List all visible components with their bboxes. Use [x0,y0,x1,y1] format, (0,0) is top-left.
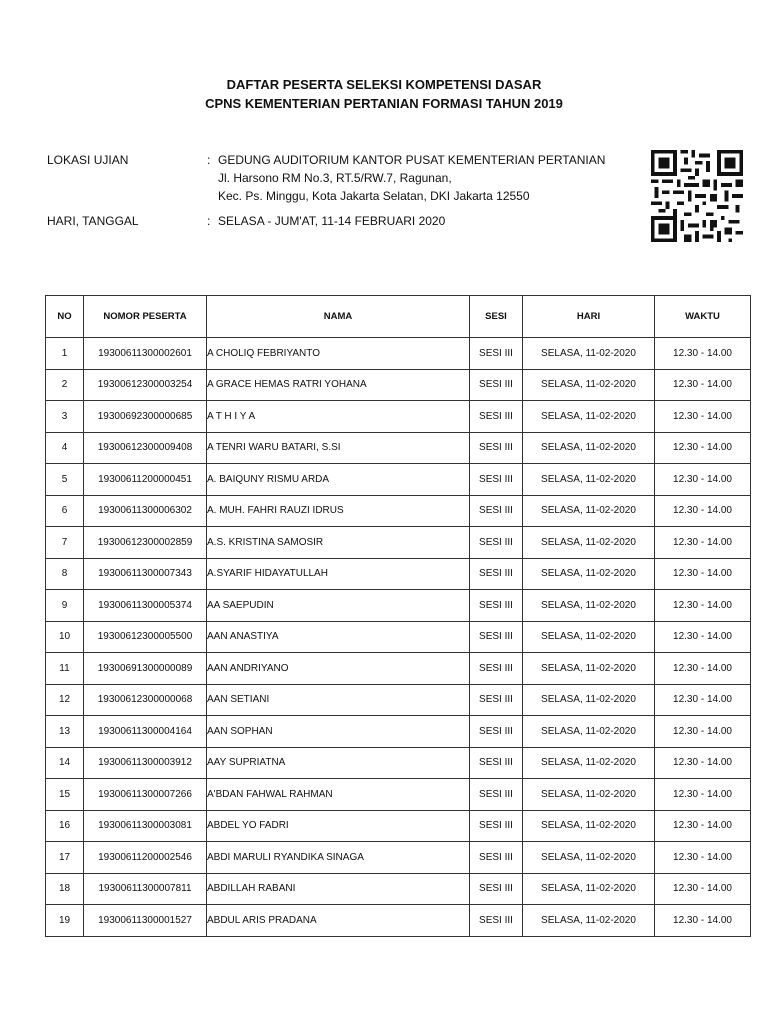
cell-no: 8 [46,558,84,590]
participant-table [45,295,751,937]
table-row [46,401,751,433]
cell-hari: SELASA, 11-02-2020 [523,369,655,401]
cell-nomor-peserta: 19300612300005500 [84,621,207,653]
hari-value: SELASA - JUM'AT, 11-14 FEBRUARI 2020 [218,214,446,228]
table-row [46,464,751,496]
table-row [46,495,751,527]
cell-hari: SELASA, 11-02-2020 [523,684,655,716]
table-row [46,684,751,716]
col-header-nama: NAMA [207,296,470,338]
cell-nama: ABDI MARULI RYANDIKA SINAGA [207,842,470,874]
table-row [46,716,751,748]
cell-nama: A T H I Y A [207,401,470,433]
col-header-hari: HARI [523,296,655,338]
cell-waktu: 12.30 - 14.00 [655,684,751,716]
cell-sesi: SESI III [470,747,523,779]
cell-no: 18 [46,873,84,905]
table-row [46,810,751,842]
cell-nama: A.S. KRISTINA SAMOSIR [207,527,470,559]
cell-no: 2 [46,369,84,401]
title-line-1: DAFTAR PESERTA SELEKSI KOMPETENSI DASAR [226,77,542,92]
cell-hari: SELASA, 11-02-2020 [523,621,655,653]
cell-sesi: SESI III [470,621,523,653]
cell-sesi: SESI III [470,401,523,433]
cell-no: 19 [46,905,84,937]
title-line-2: CPNS KEMENTERIAN PERTANIAN FORMASI TAHUN 2019 [205,96,563,111]
col-header-no: NO [46,296,84,338]
col-header-nomor-peserta: NOMOR PESERTA [84,296,207,338]
cell-nomor-peserta: 19300611200000451 [84,464,207,496]
cell-nomor-peserta: 19300691300000089 [84,653,207,685]
cell-waktu: 12.30 - 14.00 [655,464,751,496]
cell-waktu: 12.30 - 14.00 [655,401,751,433]
cell-no: 1 [46,338,84,370]
cell-waktu: 12.30 - 14.00 [655,558,751,590]
cell-nomor-peserta: 19300611300006302 [84,495,207,527]
cell-hari: SELASA, 11-02-2020 [523,653,655,685]
table-row [46,432,751,464]
hari-block [47,212,647,232]
cell-nomor-peserta: 19300692300000685 [84,401,207,433]
cell-waktu: 12.30 - 14.00 [655,842,751,874]
cell-no: 5 [46,464,84,496]
cell-nomor-peserta: 19300612300009408 [84,432,207,464]
cell-hari: SELASA, 11-02-2020 [523,338,655,370]
cell-nama: AAN ANDRIYANO [207,653,470,685]
table-row [46,747,751,779]
cell-nama: A.SYARIF HIDAYATULLAH [207,558,470,590]
cell-sesi: SESI III [470,716,523,748]
lokasi-line-2: Jl. Harsono RM No.3, RT.5/RW.7, Ragunan, [218,171,452,185]
col-header-sesi: SESI [470,296,523,338]
cell-hari: SELASA, 11-02-2020 [523,747,655,779]
cell-nomor-peserta: 19300611300003912 [84,747,207,779]
cell-nomor-peserta: 19300611300001527 [84,905,207,937]
cell-hari: SELASA, 11-02-2020 [523,842,655,874]
cell-sesi: SESI III [470,590,523,622]
table-row [46,338,751,370]
cell-no: 15 [46,779,84,811]
cell-nomor-peserta: 19300611300002601 [84,338,207,370]
cell-waktu: 12.30 - 14.00 [655,653,751,685]
table-row [46,873,751,905]
cell-nama: ABDUL ARIS PRADANA [207,905,470,937]
cell-waktu: 12.30 - 14.00 [655,905,751,937]
cell-sesi: SESI III [470,527,523,559]
cell-waktu: 12.30 - 14.00 [655,369,751,401]
cell-waktu: 12.30 - 14.00 [655,810,751,842]
cell-sesi: SESI III [470,684,523,716]
cell-hari: SELASA, 11-02-2020 [523,432,655,464]
cell-no: 9 [46,590,84,622]
cell-nama: ABDEL YO FADRI [207,810,470,842]
cell-sesi: SESI III [470,779,523,811]
cell-sesi: SESI III [470,495,523,527]
qr-code-icon [651,150,743,242]
cell-nomor-peserta: 19300612300003254 [84,369,207,401]
cell-nomor-peserta: 19300611300007811 [84,873,207,905]
cell-nama: A'BDAN FAHWAL RAHMAN [207,779,470,811]
cell-nama: ABDILLAH RABANI [207,873,470,905]
table-body [46,338,751,937]
document-title [0,75,768,113]
table-row [46,369,751,401]
cell-nama: A. BAIQUNY RISMU ARDA [207,464,470,496]
lokasi-block [47,151,647,211]
cell-no: 11 [46,653,84,685]
cell-waktu: 12.30 - 14.00 [655,716,751,748]
cell-nama: AAN ANASTIYA [207,621,470,653]
cell-hari: SELASA, 11-02-2020 [523,558,655,590]
cell-sesi: SESI III [470,873,523,905]
cell-no: 12 [46,684,84,716]
cell-nama: A GRACE HEMAS RATRI YOHANA [207,369,470,401]
lokasi-line-3: Kec. Ps. Minggu, Kota Jakarta Selatan, DKI Jakarta 12550 [218,189,530,203]
cell-sesi: SESI III [470,464,523,496]
cell-no: 10 [46,621,84,653]
cell-nomor-peserta: 19300611200002546 [84,842,207,874]
cell-waktu: 12.30 - 14.00 [655,621,751,653]
cell-waktu: 12.30 - 14.00 [655,873,751,905]
cell-waktu: 12.30 - 14.00 [655,590,751,622]
cell-hari: SELASA, 11-02-2020 [523,401,655,433]
cell-hari: SELASA, 11-02-2020 [523,590,655,622]
cell-waktu: 12.30 - 14.00 [655,338,751,370]
cell-nomor-peserta: 19300611300005374 [84,590,207,622]
cell-sesi: SESI III [470,810,523,842]
cell-hari: SELASA, 11-02-2020 [523,873,655,905]
cell-nama: A CHOLIQ FEBRIYANTO [207,338,470,370]
cell-hari: SELASA, 11-02-2020 [523,495,655,527]
cell-nomor-peserta: 19300611300007343 [84,558,207,590]
lokasi-line-1: GEDUNG AUDITORIUM KANTOR PUSAT KEMENTERIAN PERTANIAN [218,153,606,167]
lokasi-label: LOKASI UJIAN [47,153,129,167]
cell-waktu: 12.30 - 14.00 [655,779,751,811]
cell-waktu: 12.30 - 14.00 [655,527,751,559]
col-header-waktu: WAKTU [655,296,751,338]
cell-nama: AAY SUPRIATNA [207,747,470,779]
cell-nomor-peserta: 19300611300003081 [84,810,207,842]
table-row [46,779,751,811]
lokasi-colon: : [207,153,211,167]
cell-nama: A TENRI WARU BATARI, S.SI [207,432,470,464]
cell-nama: AAN SETIANI [207,684,470,716]
cell-sesi: SESI III [470,842,523,874]
cell-sesi: SESI III [470,432,523,464]
cell-no: 14 [46,747,84,779]
cell-no: 4 [46,432,84,464]
cell-nama: AA SAEPUDIN [207,590,470,622]
cell-nama: A. MUH. FAHRI RAUZI IDRUS [207,495,470,527]
table-row [46,905,751,937]
cell-nama: AAN SOPHAN [207,716,470,748]
cell-hari: SELASA, 11-02-2020 [523,779,655,811]
cell-hari: SELASA, 11-02-2020 [523,905,655,937]
table-row [46,558,751,590]
cell-sesi: SESI III [470,558,523,590]
table-row [46,842,751,874]
cell-nomor-peserta: 19300612300002859 [84,527,207,559]
cell-no: 3 [46,401,84,433]
cell-hari: SELASA, 11-02-2020 [523,527,655,559]
cell-sesi: SESI III [470,905,523,937]
table-row [46,590,751,622]
hari-colon: : [207,214,211,228]
cell-no: 7 [46,527,84,559]
cell-no: 16 [46,810,84,842]
table-row [46,621,751,653]
cell-nomor-peserta: 19300611300004164 [84,716,207,748]
cell-hari: SELASA, 11-02-2020 [523,810,655,842]
cell-no: 6 [46,495,84,527]
cell-sesi: SESI III [470,653,523,685]
cell-hari: SELASA, 11-02-2020 [523,464,655,496]
table-header-row [46,296,751,338]
hari-label: HARI, TANGGAL [47,214,139,228]
cell-nomor-peserta: 19300612300000068 [84,684,207,716]
cell-sesi: SESI III [470,369,523,401]
table-row [46,527,751,559]
cell-sesi: SESI III [470,338,523,370]
cell-waktu: 12.30 - 14.00 [655,495,751,527]
table-row [46,653,751,685]
cell-no: 17 [46,842,84,874]
cell-waktu: 12.30 - 14.00 [655,747,751,779]
cell-nomor-peserta: 19300611300007266 [84,779,207,811]
cell-hari: SELASA, 11-02-2020 [523,716,655,748]
cell-no: 13 [46,716,84,748]
cell-waktu: 12.30 - 14.00 [655,432,751,464]
